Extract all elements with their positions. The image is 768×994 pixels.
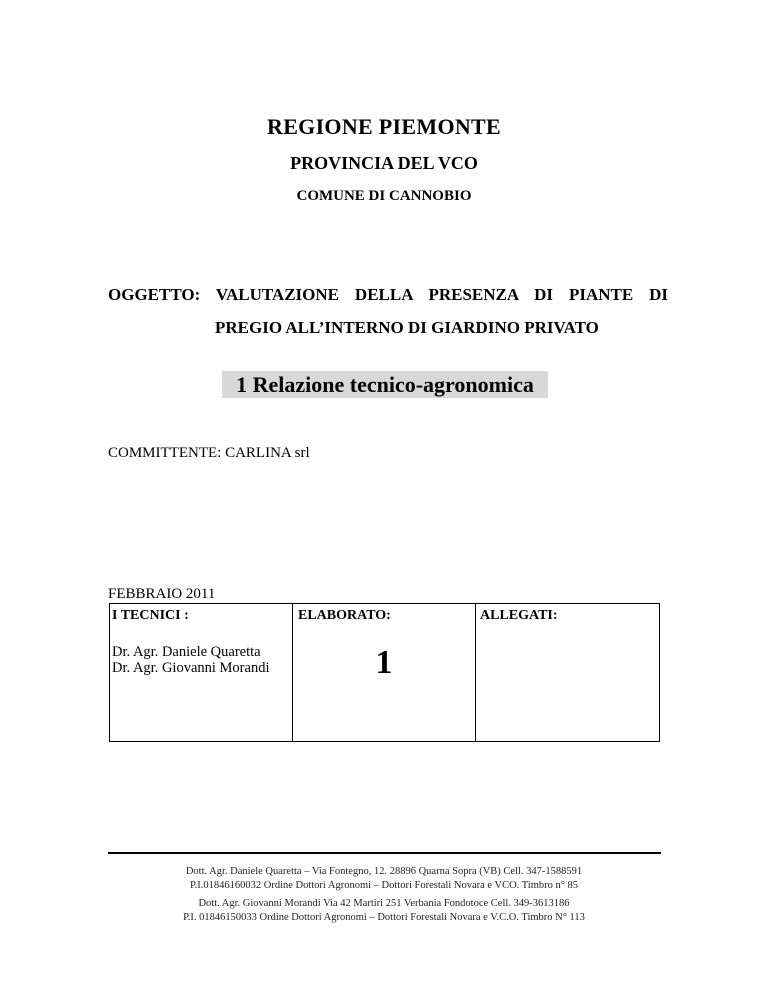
- elaborato-number: 1: [375, 644, 393, 681]
- comune-heading: COMUNE DI CANNOBIO: [296, 188, 472, 204]
- region-heading: REGIONE PIEMONTE: [267, 114, 501, 139]
- footer-divider: [108, 852, 661, 854]
- oggetto-line-2: PREGIO ALL’INTERNO DI GIARDINO PRIVATO: [215, 318, 599, 337]
- date-text: FEBBRAIO 2011: [108, 586, 216, 602]
- footer-line: Dott. Agr. Giovanni Morandi Via 42 Martiri 251 Verbania Fondotoce Cell. 349-3613186: [198, 898, 570, 909]
- footer-line: P.I.01846160032 Ordine Dottori Agronomi – Dottori Forestali Novara e VCO. Timbro n° 85: [189, 880, 579, 891]
- allegati-header: ALLEGATI:: [480, 608, 558, 623]
- elaborato-header: ELABORATO:: [298, 608, 391, 623]
- document-title: 1 Relazione tecnico-agronomica: [222, 371, 548, 398]
- column-divider: [475, 604, 476, 741]
- tecnici-header: I TECNICI :: [112, 608, 189, 623]
- committente-text: COMMITTENTE: CARLINA srl: [108, 445, 310, 461]
- province-heading: PROVINCIA DEL VCO: [290, 153, 478, 173]
- footer-line: Dott. Agr. Daniele Quaretta – Via Fontegno, 12. 28896 Quarna Sopra (VB) Cell. 347-1588591: [185, 866, 583, 877]
- footer-line: P.I. 01846150033 Ordine Dottori Agronomi – Dottori Forestali Novara e V.C.O. Timbro N° 113: [183, 912, 585, 923]
- tecnico-name: Dr. Agr. Giovanni Morandi: [112, 660, 270, 676]
- tecnico-name: Dr. Agr. Daniele Quaretta: [112, 644, 261, 660]
- oggetto-line-1: OGGETTO: VALUTAZIONE DELLA PRESENZA DI PIANTE DI: [108, 285, 668, 304]
- info-table: [109, 603, 660, 742]
